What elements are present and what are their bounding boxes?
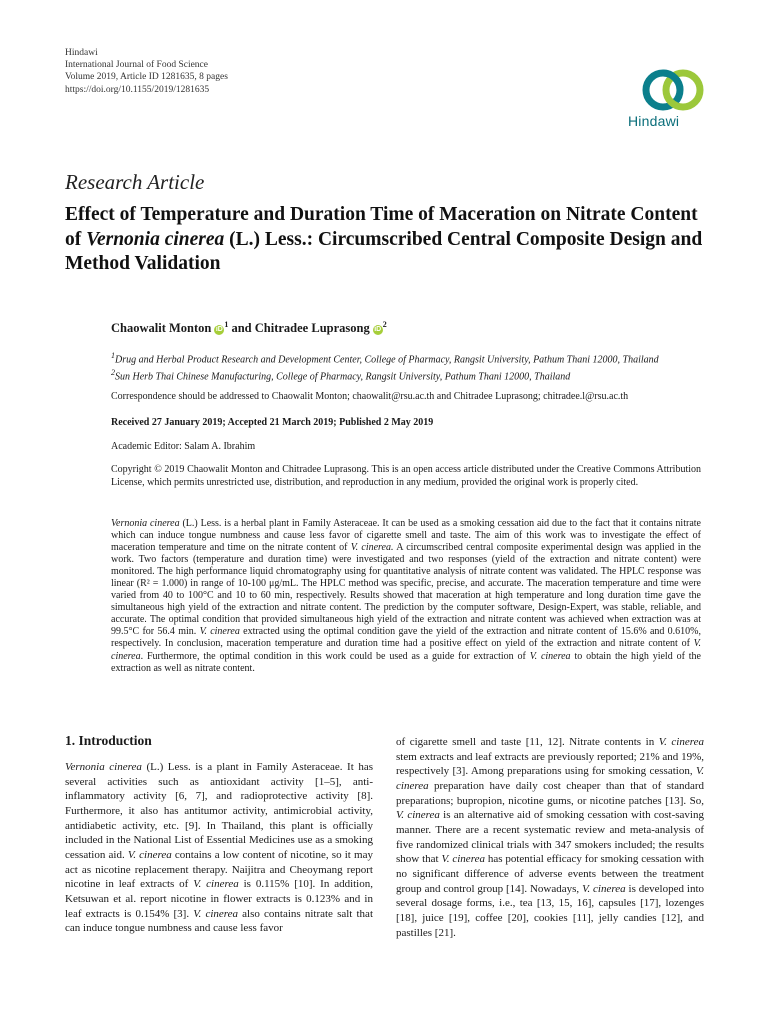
publisher-name: Hindawi [65,48,98,58]
journal-name: International Journal of Food Science [65,60,208,71]
affiliation: $^2$Sun Herb Thai Chinese Manufacturing, College of Pharmacy, Rangsit University, Pathum Thani 12000, Thailand [111,368,571,383]
correspondence: Correspondence should be addressed to Chaowalit Monton; chaowalit@rsu.ac.th and Chitradee Luprasong; chitradee.l@rsu.ac.th [111,391,629,402]
affiliations [111,349,659,384]
article-title: Effect of Temperature and Duration Time of Maceration on Nitrate Content of Vernonia cinerea (L.) Less.: Circumscribed Central Composite Design and Method Validation [65,204,703,274]
orcid-icon[interactable]: iD [215,326,223,334]
abstract: Vernonia cinerea (L.) Less. is a herbal plant in Family Asteraceae. It can be used as a smoking cessation aid due to the fact that it contains nitrate which can induce tongue numbness and cause less favor of cigarette smell and taste. The aim of this work was to investigate the effect of maceration temperature and time on the nitrate content of V. cinerea. A circumscribed central composite experimental design was applied in the work. Two factors (temperature and duration time) were investigated and two responses (yield of the extraction and nitrate content) were monitored. The high performance liquid chromatography using for quantitative analysis of nitrate content was validated. The HPLC response was linear (R² = 1.000) in range of 10-100 μg/mL. The HPLC method was specific, precise, and accurate. The maceration temperature and time were varied from 40 to 100°C and 10 to 60 min, respectively. Results showed that maceration at high temperature and long duration time gave the simultaneous high yield of the extraction and nitrate content. The prediction by the computer software, Design-Expert, was stable, reliable, and accurate. The optimal condition that provided simultaneous high yield of the extraction and nitrate content was achieved when extraction was at 99.5°C for 56.4 min. V. cinerea extracted using the optimal condition gave the yield of the extraction and nitrate content of 15.6% and 0.610%, respectively. In conclusion, maceration temperature and duration time had a positive effect on yield of the extraction and nitrate content of V. cinerea. Furthermore, the optimal condition in this work could be used as a guide for extraction of V. cinerea to obtain the high yield of the extraction as well as nitrate content. [111,518,702,674]
section-heading: 1. Introduction [65,733,152,748]
author-name[interactable]: Chitradee Luprasong [254,321,370,336]
volume-info: Volume 2019, Article ID 1281635, 8 pages [65,72,228,83]
author-list: Chaowalit Monton $iD^1$ and Chitradee Luprasong $iD^2$ [111,320,387,336]
intro-left-column: Vernonia cinerea (L.) Less. is a plant in Family Asteraceae. It has several activities such as antioxidant activity [1–5], anti-inflammatory activity [6, 7], and radioprotective activity [8]. Furthermore, it also has antitumor activity, antimicrobial activity, antidiabetic activity, etc. [9]. In Thailand, this plant is officially included in the National List of Essential Medicines use as a smoking cessation aid. V. cinerea contains a low content of nicotine, so it may act as nicotine replacement therapy. Naijitra and Cheoymang report nicotine in leaf extracts of V. cinerea is 0.115% [10]. In addition, Ketsuwan et al. report nicotine in flower extracts is 0.123% and in leaf extracts is 0.154% [3]. V. cinerea also contains nitrate salt that can induce tongue numbness and cause less favor [65,761,373,935]
intro-right-column: of cigarette smell and taste [11, 12]. Nitrate contents in V. cinerea stem extracts and leaf extracts are previously reported; 21% and 19%, respectively [3]. Among preparations using for smoking cessation, V. cinerea preparation have daily cost cheaper than that of standard preparations; bupropion, nicotine gums, or nicotine patches [13]. So, V. cinerea is an alternative aid of smoking cessation with cost-saving manner. There are a recent systematic review and meta-analysis of five randomized clinical trials with 347 smokers included; the results show that V. cinerea has potential efficacy for smoking cessation with no significant difference of adverse events between the treatment group and control group [14]. Nowadays, V. cinerea is developed into several dosage forms, i.e., tea [13, 15, 16], capsules [17], lozenges [18], juice [19], coffee [20], cookies [11], jelly candies [12], and pastilles [21]. [396,736,704,939]
article-dates: Received 27 January 2019; Accepted 21 March 2019; Published 2 May 2019 [111,417,434,428]
orcid-icon[interactable]: iD [374,326,382,334]
article-type: Research Article [65,170,205,194]
logo-wordmark: Hindawi [628,113,680,129]
academic-editor: Academic Editor: Salam A. Ibrahim [111,441,256,452]
journal-meta [65,47,228,96]
copyright-notice: Copyright © 2019 Chaowalit Monton and Chitradee Luprasong. This is an open access article distributed under the Creative Commons Attribution License, which permits unrestricted use, distribution, and reproduction in any medium, provided the original work is properly cited. [111,464,701,488]
affiliation: $^1$Drug and Herbal Product Research and Development Center, College of Pharmacy, Rangsit University, Pathum Thani 12000, Thailand [111,351,659,366]
author-name[interactable]: Chaowalit Monton [111,321,212,336]
doi-link[interactable]: https://doi.org/10.1155/2019/1281635 [65,84,210,95]
